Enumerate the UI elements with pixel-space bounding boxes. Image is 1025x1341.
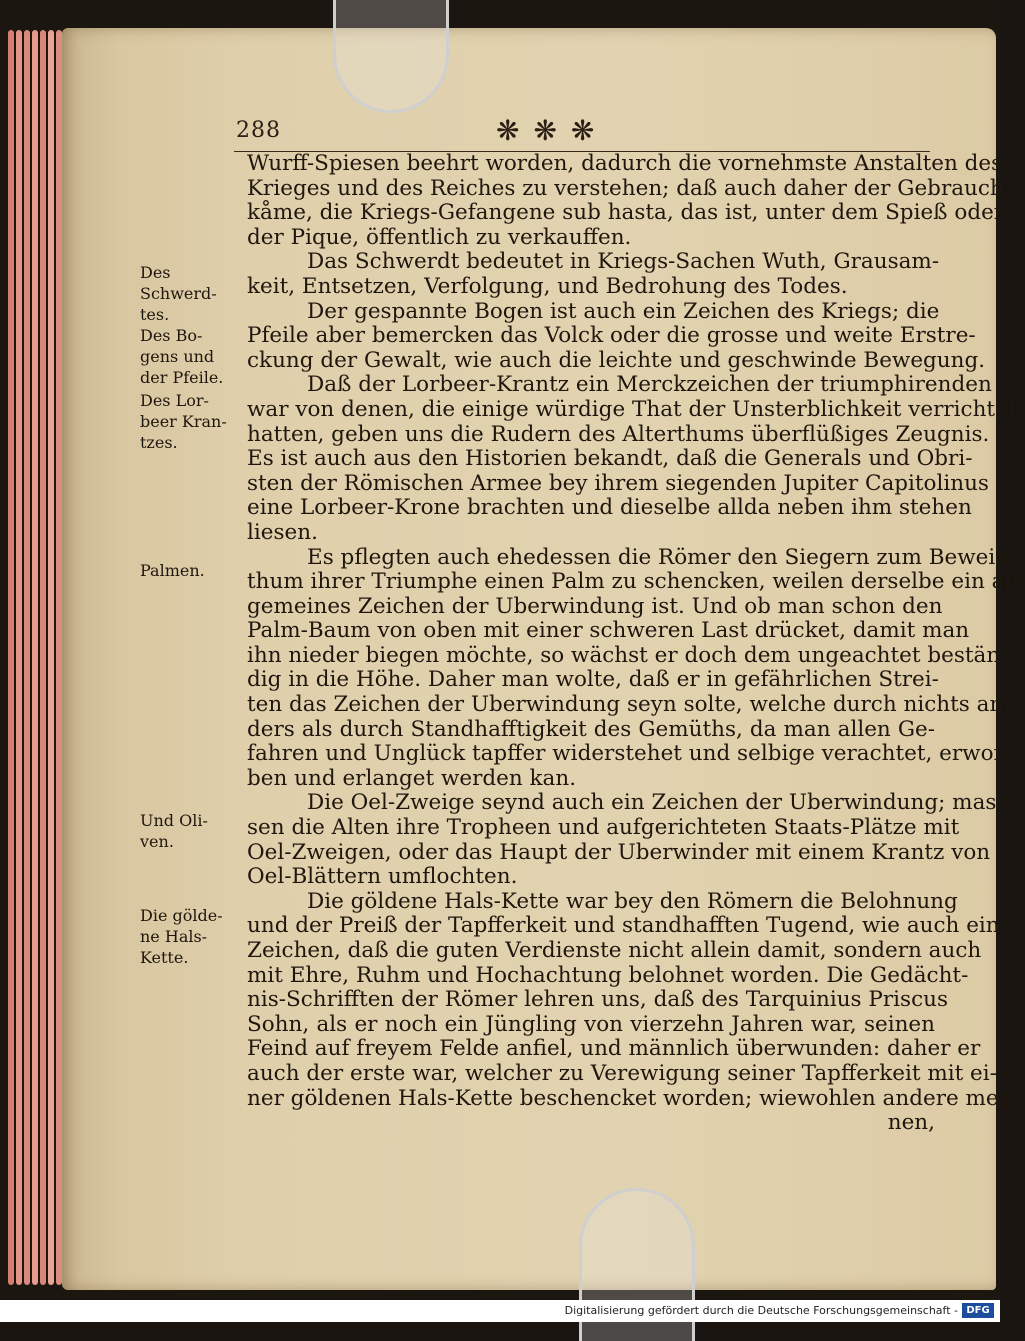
- margin-note-line: Schwerd-: [140, 284, 217, 303]
- text-line: Die Oel-Zweige seynd auch ein Zeichen der Uberwindung; mas-: [307, 790, 1004, 816]
- text-line: ders als durch Standhafftigkeit des Gemüths, da man allen Ge-: [247, 716, 935, 742]
- text-line: Die göldene Hals-Kette war bey den Römern die Belohnung: [307, 888, 958, 914]
- page-number: 288: [236, 118, 281, 143]
- text-line: nen,: [887, 1110, 935, 1136]
- margin-note-line: Die gölde-: [140, 906, 223, 925]
- text-line: Zeichen, daß die guten Verdienste nicht allein damit, sondern auch: [247, 938, 982, 963]
- margin-note-line: gens und: [140, 347, 215, 366]
- margin-note-halskette: [140, 905, 242, 968]
- text-line: der Pique, öffentlich zu verkauffen.: [247, 224, 632, 250]
- text-line: ten das Zeichen der Uberwindung seyn solte, welche durch nichts an-: [247, 692, 1011, 718]
- text-line: fahren und Unglück tapffer widerstehet und selbige verachtet, erwor-: [247, 741, 1012, 767]
- margin-note-line: ven.: [140, 832, 174, 851]
- margin-note-line: tzes.: [140, 433, 178, 452]
- text-line: nis-Schrifften der Römer lehren uns, daß des Tarquinius Priscus: [247, 987, 948, 1013]
- text-line: gemeines Zeichen der Uberwindung ist. Und ob man schon den: [247, 593, 943, 619]
- text-line: Feind auf freyem Felde anfiel, und männlich überwunden: daher er: [247, 1036, 981, 1062]
- text-line: ner göldenen Hals-Kette beschencket worden; wiewohlen andere mey-: [247, 1085, 1019, 1111]
- text-line: eine Lorbeer-Krone brachten und dieselbe allda neben ihm stehen: [247, 495, 972, 521]
- page-edge: [40, 30, 46, 1285]
- text-line: keit, Entsetzen, Verfolgung, und Bedrohung des Todes.: [247, 273, 848, 299]
- margin-note-bogen: [140, 325, 242, 388]
- text-line: thum ihrer Triumphe einen Palm zu schencken, weilen derselbe ein all-: [247, 569, 1025, 595]
- text-line: auch der erste war, welcher zu Verewigung seiner Tapfferkeit mit ei-: [247, 1060, 997, 1086]
- page-edge: [16, 30, 22, 1285]
- header-ornament: ❋❋❋: [496, 114, 609, 147]
- text-line: Krieges und des Reiches zu verstehen; daß auch daher der Gebrauch: [247, 175, 1004, 201]
- margin-note-line: ne Hals-: [140, 927, 208, 946]
- text-line: sen die Alten ihre Tropheen und aufgerichteten Staats-Plätze mit: [247, 815, 960, 841]
- page-edge: [24, 30, 30, 1285]
- margin-note-line: Des: [140, 263, 171, 282]
- margin-note-palmen: [140, 560, 242, 581]
- margin-note-schwerdt: [140, 262, 242, 325]
- margin-note-line: Kette.: [140, 948, 189, 967]
- text-line: hatten, geben uns die Rudern des Alterthums überflüßiges Zeugnis.: [247, 421, 990, 447]
- margin-note-line: beer Kran-: [140, 412, 227, 431]
- text-line: ihn nieder biegen möchte, so wächst er doch dem ungeachtet bestän-: [247, 642, 1008, 668]
- text-line: Pfeile aber bemercken das Volck oder die grosse und weite Erstre-: [247, 323, 976, 349]
- margin-note-line: Und Oli-: [140, 811, 208, 830]
- page-clip-top: [333, 0, 449, 113]
- margin-note-oliven: [140, 810, 242, 852]
- text-line: Palm-Baum von oben mit einer schweren Last drücket, damit man: [247, 618, 970, 644]
- text-line: dig in die Höhe. Daher man wolte, daß er in gefährlichen Strei-: [247, 667, 939, 693]
- text-line: Oel-Blättern umflochten.: [247, 864, 518, 890]
- text-line: ckung der Gewalt, wie auch die leichte und geschwinde Bewegung.: [247, 347, 986, 373]
- text-line: mit Ehre, Ruhm und Hochachtung belohnet worden. Die Gedächt-: [247, 962, 969, 988]
- text-line: Das Schwerdt bedeutet in Kriegs-Sachen Wuth, Grausam-: [307, 249, 940, 275]
- text-line: sten der Römischen Armee bey ihrem siegenden Jupiter Capitolinus: [247, 470, 989, 496]
- dfg-logo: DFG: [962, 1303, 994, 1318]
- margin-note-line: Des Lor-: [140, 391, 209, 410]
- text-line: Es ist auch aus den Historien bekandt, daß die Generals und Obri-: [247, 446, 973, 472]
- footer-bar: [0, 1300, 1000, 1322]
- text-line: kåme, die Kriegs-Gefangene sub hasta, das ist, unter dem Spieß oder: [247, 200, 1005, 226]
- text-line: und der Preiß der Tapfferkeit und standhafften Tugend, wie auch ein: [247, 913, 1000, 939]
- margin-note-line: Des Bo-: [140, 326, 203, 345]
- text-line: Der gespannte Bogen ist auch ein Zeichen des Kriegs; die: [307, 298, 940, 324]
- text-line: ben und erlanget werden kan.: [247, 765, 577, 791]
- funding-notice: Digitalisierung gefördert durch die Deutsche Forschungsgemeinschaft -: [564, 1304, 958, 1317]
- text-line: liesen.: [247, 519, 318, 545]
- margin-note-lorbeer: [140, 390, 242, 453]
- margin-note-line: Palmen.: [140, 561, 205, 580]
- text-line: Daß der Lorbeer-Krantz ein Merckzeichen der triumphirenden: [307, 372, 992, 398]
- body-text: [247, 151, 1025, 1136]
- page-edge: [32, 30, 38, 1285]
- page-edge: [8, 30, 14, 1285]
- page-edge: [48, 30, 54, 1285]
- margin-note-line: der Pfeile.: [140, 368, 224, 387]
- text-line: Wurff-Spiesen beehrt worden, dadurch die vornehmste Anstalten des: [247, 151, 1003, 176]
- text-line: Oel-Zweigen, oder das Haupt der Uberwinder mit einem Krantz von: [247, 839, 991, 865]
- text-line: Sohn, als er noch ein Jüngling von vierzehn Jahren war, seinen: [247, 1011, 935, 1037]
- text-line: Es pflegten auch ehedessen die Römer den Siegern zum Beweis-: [307, 544, 1014, 570]
- text-line: war von denen, die einige würdige That der Unsterblichkeit verrichtet: [247, 396, 1017, 422]
- margin-note-line: tes.: [140, 305, 170, 324]
